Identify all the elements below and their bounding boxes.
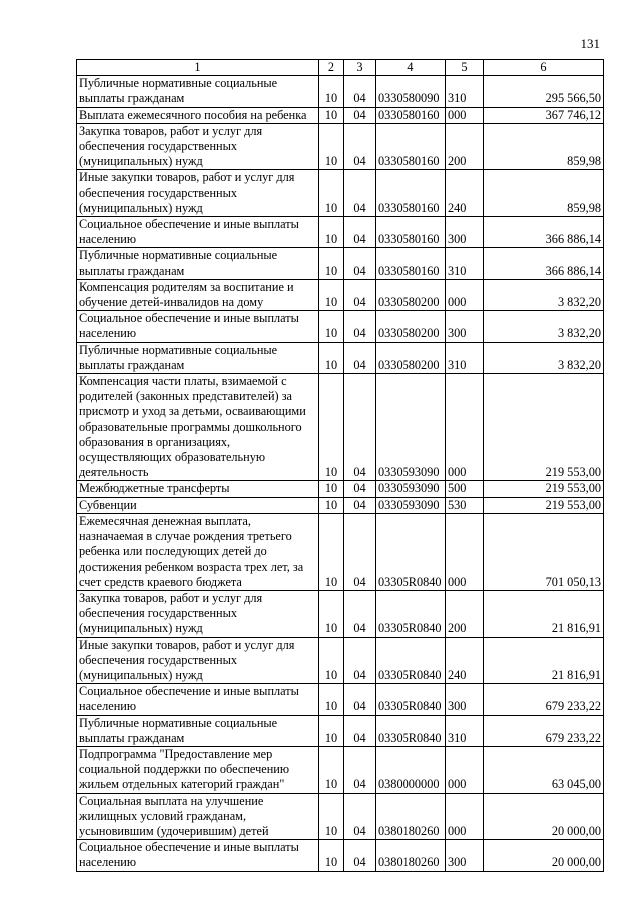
row-name-line: счет средств краевого бюджета — [79, 574, 242, 589]
section-code-cell: 10 — [319, 684, 344, 715]
target-article-cell: 03305R0840 — [376, 715, 446, 746]
section-code-cell: 10 — [319, 123, 344, 170]
target-article-cell: 0330593090 — [376, 374, 446, 481]
amount-cell: 701 050,13 — [484, 513, 604, 590]
section-code-cell: 10 — [319, 248, 344, 279]
table-row — [77, 311, 604, 342]
amount-cell: 367 746,12 — [484, 107, 604, 123]
expense-type-cell: 530 — [446, 497, 484, 513]
row-name-line: назначаемая в случае рождения третьего — [79, 529, 292, 544]
row-name-line: выплаты гражданам — [79, 730, 185, 745]
subsection-code-cell: 04 — [344, 637, 376, 684]
target-article-cell: 0330580090 — [376, 76, 446, 107]
table-body — [77, 76, 604, 871]
amount-cell: 859,98 — [484, 170, 604, 217]
row-name-line: Выплата ежемесячного пособия на ребенка — [79, 107, 307, 122]
amount-cell: 679 233,22 — [484, 715, 604, 746]
row-name-line: выплаты гражданам — [79, 91, 185, 106]
expense-type-cell: 300 — [446, 311, 484, 342]
row-name-cell — [77, 793, 319, 840]
target-article-cell: 0330593090 — [376, 481, 446, 497]
target-article-cell: 0330580160 — [376, 248, 446, 279]
row-name-line: Иные закупки товаров, работ и услуг для — [79, 170, 295, 185]
row-name-cell — [77, 481, 319, 497]
table-row — [77, 637, 604, 684]
row-name-line: Публичные нормативные социальные — [79, 76, 278, 91]
subsection-code-cell: 04 — [344, 279, 376, 310]
section-code-cell: 10 — [319, 715, 344, 746]
row-name-line: (муниципальных) нужд — [79, 200, 203, 215]
row-name-line: Социальное обеспечение и иные выплаты — [79, 311, 299, 326]
section-code-cell: 10 — [319, 311, 344, 342]
subsection-code-cell: 04 — [344, 497, 376, 513]
subsection-code-cell: 04 — [344, 217, 376, 248]
row-name-cell — [77, 684, 319, 715]
target-article-cell: 0330580200 — [376, 279, 446, 310]
subsection-code-cell: 04 — [344, 840, 376, 871]
section-code-cell: 10 — [319, 279, 344, 310]
row-name-line: населению — [79, 699, 137, 714]
target-article-cell: 0330593090 — [376, 497, 446, 513]
subsection-code-cell: 04 — [344, 793, 376, 840]
row-name-cell — [77, 279, 319, 310]
subsection-code-cell: 04 — [344, 107, 376, 123]
row-name-line: обеспечения государственных — [79, 185, 238, 200]
row-name-line: Закупка товаров, работ и услуг для — [79, 590, 263, 605]
subsection-code-cell: 04 — [344, 481, 376, 497]
row-name-line: Закупка товаров, работ и услуг для — [79, 123, 263, 138]
row-name-line: Социальное обеспечение и иные выплаты — [79, 217, 299, 232]
section-code-cell: 10 — [319, 497, 344, 513]
amount-cell: 20 000,00 — [484, 793, 604, 840]
row-name-line: выплаты гражданам — [79, 357, 185, 372]
table-row — [77, 793, 604, 840]
table-row — [77, 170, 604, 217]
row-name-line: Публичные нормативные социальные — [79, 342, 278, 357]
subsection-code-cell: 04 — [344, 311, 376, 342]
amount-cell: 366 886,14 — [484, 248, 604, 279]
row-name-cell — [77, 170, 319, 217]
amount-cell: 219 553,00 — [484, 497, 604, 513]
target-article-cell: 0330580200 — [376, 342, 446, 373]
expense-type-cell: 000 — [446, 746, 484, 793]
amount-cell: 679 233,22 — [484, 684, 604, 715]
row-name-line: достижения ребенком возраста трех лет, за — [79, 559, 304, 574]
target-article-cell: 0330580160 — [376, 217, 446, 248]
row-name-cell — [77, 374, 319, 481]
amount-cell: 21 816,91 — [484, 637, 604, 684]
row-name-cell — [77, 497, 319, 513]
amount-cell: 295 566,50 — [484, 76, 604, 107]
subsection-code-cell: 04 — [344, 123, 376, 170]
row-name-cell — [77, 217, 319, 248]
table-row — [77, 590, 604, 637]
amount-cell: 3 832,20 — [484, 342, 604, 373]
row-name-cell — [77, 311, 319, 342]
column-header: 2 — [319, 60, 344, 76]
row-name-cell — [77, 248, 319, 279]
row-name-cell — [77, 715, 319, 746]
row-name-cell — [77, 637, 319, 684]
row-name-line: образовательные программы дошкольного — [79, 419, 302, 434]
table-row — [77, 217, 604, 248]
row-name-line: (муниципальных) нужд — [79, 621, 203, 636]
row-name-line: населению — [79, 326, 137, 341]
table-row — [77, 342, 604, 373]
row-name-line: образования в организациях, — [79, 434, 231, 449]
subsection-code-cell: 04 — [344, 170, 376, 217]
expense-type-cell: 310 — [446, 342, 484, 373]
expense-type-cell: 240 — [446, 170, 484, 217]
row-name-line: ребенка или последующих детей до — [79, 544, 267, 559]
expense-type-cell: 300 — [446, 217, 484, 248]
target-article-cell: 0380180260 — [376, 840, 446, 871]
table-row — [77, 481, 604, 497]
section-code-cell: 10 — [319, 217, 344, 248]
row-name-line: обеспечения государственных — [79, 652, 238, 667]
amount-cell: 20 000,00 — [484, 840, 604, 871]
section-code-cell: 10 — [319, 170, 344, 217]
expense-type-cell: 200 — [446, 123, 484, 170]
row-name-line: деятельность — [79, 465, 149, 480]
section-code-cell: 10 — [319, 840, 344, 871]
row-name-cell — [77, 123, 319, 170]
page-number: 131 — [580, 36, 600, 51]
row-name-cell — [77, 107, 319, 123]
row-name-line: усыновившим (удочерившим) детей — [79, 823, 269, 838]
target-article-cell: 03305R0840 — [376, 684, 446, 715]
table-row — [77, 248, 604, 279]
subsection-code-cell: 04 — [344, 684, 376, 715]
section-code-cell: 10 — [319, 793, 344, 840]
table-row — [77, 715, 604, 746]
row-name-line: присмотр и уход за детьми, осваивающими — [79, 404, 306, 419]
row-name-line: социальной поддержки по обеспечению — [79, 762, 290, 777]
table-row — [77, 279, 604, 310]
table-row — [77, 107, 604, 123]
row-name-cell — [77, 513, 319, 590]
expense-type-cell: 000 — [446, 513, 484, 590]
row-name-line: жильем отдельных категорий граждан" — [79, 777, 285, 792]
target-article-cell: 0380180260 — [376, 793, 446, 840]
subsection-code-cell: 04 — [344, 746, 376, 793]
expense-type-cell: 000 — [446, 793, 484, 840]
expense-type-cell: 240 — [446, 637, 484, 684]
target-article-cell: 0330580160 — [376, 170, 446, 217]
target-article-cell: 03305R0840 — [376, 590, 446, 637]
target-article-cell: 0330580160 — [376, 107, 446, 123]
row-name-line: населению — [79, 855, 137, 870]
row-name-line: обеспечения государственных — [79, 139, 238, 154]
expense-type-cell: 300 — [446, 840, 484, 871]
section-code-cell: 10 — [319, 481, 344, 497]
table-row — [77, 684, 604, 715]
amount-cell: 219 553,00 — [484, 374, 604, 481]
row-name-line: населению — [79, 232, 137, 247]
subsection-code-cell: 04 — [344, 342, 376, 373]
target-article-cell: 0330580200 — [376, 311, 446, 342]
row-name-line: выплаты гражданам — [79, 263, 185, 278]
section-code-cell: 10 — [319, 107, 344, 123]
subsection-code-cell: 04 — [344, 374, 376, 481]
row-name-cell — [77, 76, 319, 107]
target-article-cell: 03305R0840 — [376, 637, 446, 684]
section-code-cell: 10 — [319, 342, 344, 373]
column-header: 5 — [446, 60, 484, 76]
row-name-line: Субвенции — [79, 497, 137, 512]
expense-type-cell: 000 — [446, 279, 484, 310]
amount-cell: 3 832,20 — [484, 311, 604, 342]
row-name-line: обучение детей-инвалидов на дому — [79, 295, 264, 310]
expense-type-cell: 310 — [446, 76, 484, 107]
expense-type-cell: 200 — [446, 590, 484, 637]
amount-cell: 63 045,00 — [484, 746, 604, 793]
row-name-line: (муниципальных) нужд — [79, 667, 203, 682]
row-name-line: обеспечения государственных — [79, 606, 238, 621]
amount-cell: 219 553,00 — [484, 481, 604, 497]
row-name-line: Иные закупки товаров, работ и услуг для — [79, 637, 295, 652]
row-name-cell — [77, 840, 319, 871]
subsection-code-cell: 04 — [344, 715, 376, 746]
subsection-code-cell: 04 — [344, 590, 376, 637]
amount-cell: 366 886,14 — [484, 217, 604, 248]
column-header: 1 — [77, 60, 319, 76]
target-article-cell: 0330580160 — [376, 123, 446, 170]
budget-table — [76, 59, 604, 872]
section-code-cell: 10 — [319, 590, 344, 637]
row-name-line: Ежемесячная денежная выплата, — [79, 513, 251, 528]
section-code-cell: 10 — [319, 637, 344, 684]
row-name-line: Компенсация родителям за воспитание и — [79, 279, 294, 294]
row-name-cell — [77, 746, 319, 793]
row-name-line: жилищных условий гражданам, — [79, 808, 247, 823]
table-row — [77, 840, 604, 871]
amount-cell: 859,98 — [484, 123, 604, 170]
row-name-line: Компенсация части платы, взимаемой с — [79, 374, 287, 389]
row-name-cell — [77, 342, 319, 373]
subsection-code-cell: 04 — [344, 76, 376, 107]
table-row — [77, 513, 604, 590]
subsection-code-cell: 04 — [344, 248, 376, 279]
expense-type-cell: 300 — [446, 684, 484, 715]
expense-type-cell: 310 — [446, 715, 484, 746]
target-article-cell: 0380000000 — [376, 746, 446, 793]
row-name-line: осуществляющих образовательную — [79, 450, 266, 465]
section-code-cell: 10 — [319, 374, 344, 481]
row-name-line: Публичные нормативные социальные — [79, 715, 278, 730]
section-code-cell: 10 — [319, 513, 344, 590]
amount-cell: 3 832,20 — [484, 279, 604, 310]
row-name-line: Публичные нормативные социальные — [79, 248, 278, 263]
row-name-cell — [77, 590, 319, 637]
row-name-line: Подпрограмма "Предоставление мер — [79, 746, 273, 761]
table-row — [77, 76, 604, 107]
expense-type-cell: 000 — [446, 107, 484, 123]
row-name-line: Социальная выплата на улучшение — [79, 793, 264, 808]
row-name-line: Социальное обеспечение и иные выплаты — [79, 840, 299, 855]
expense-type-cell: 000 — [446, 374, 484, 481]
table-row — [77, 746, 604, 793]
section-code-cell: 10 — [319, 76, 344, 107]
subsection-code-cell: 04 — [344, 513, 376, 590]
column-header: 3 — [344, 60, 376, 76]
section-code-cell: 10 — [319, 746, 344, 793]
expense-type-cell: 310 — [446, 248, 484, 279]
row-name-line: (муниципальных) нужд — [79, 154, 203, 169]
table-row — [77, 123, 604, 170]
row-name-line: родителей (законных представителей) за — [79, 389, 293, 404]
target-article-cell: 03305R0840 — [376, 513, 446, 590]
column-header: 6 — [484, 60, 604, 76]
amount-cell: 21 816,91 — [484, 590, 604, 637]
row-name-line: Межбюджетные трансферты — [79, 481, 230, 496]
column-header: 4 — [376, 60, 446, 76]
table-row — [77, 374, 604, 481]
table-header-row — [77, 60, 604, 76]
table-row — [77, 497, 604, 513]
expense-type-cell: 500 — [446, 481, 484, 497]
row-name-line: Социальное обеспечение и иные выплаты — [79, 684, 299, 699]
